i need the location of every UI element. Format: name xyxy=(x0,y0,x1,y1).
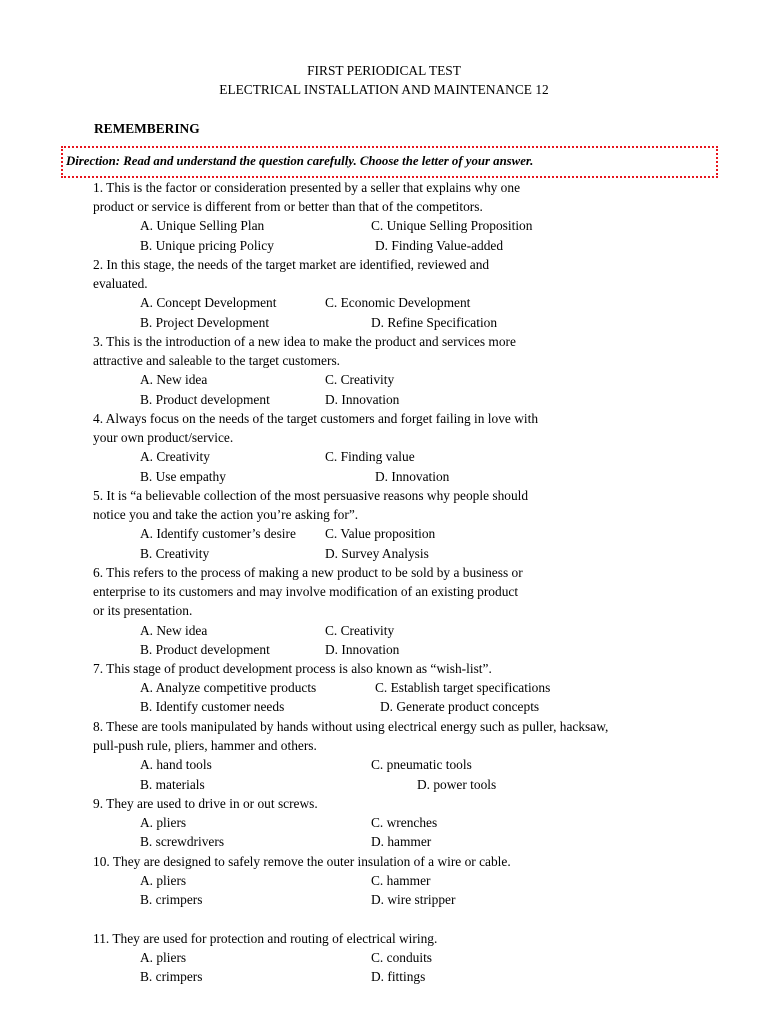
choice-d: D. hammer xyxy=(371,834,432,850)
question-text-line: 1. This is the factor or consideration presented by a seller that explains why one xyxy=(93,180,521,195)
question-text-line: 2. In this stage, the needs of the target market are identified, reviewed and xyxy=(93,257,490,272)
choice-c: C. hammer xyxy=(371,873,431,889)
choice-a: A. pliers xyxy=(140,815,187,831)
question-text-line: evaluated. xyxy=(93,276,148,292)
choice-b: B. Use empathy xyxy=(140,468,226,484)
question-text-line: 9. They are used to drive in or out screws. xyxy=(93,796,318,811)
question-text-line: 6. This refers to the process of making a new product to be sold by a business or xyxy=(93,565,523,580)
choice-c: C. Unique Selling Proposition xyxy=(371,218,533,234)
choice-d: D. wire stripper xyxy=(371,892,456,908)
question-text-line: or its presentation. xyxy=(93,603,193,619)
direction-text: Direction: Read and understand the question carefully. Choose the letter of your answer. xyxy=(66,154,534,168)
choice-c: C. Creativity xyxy=(325,622,395,638)
choice-a: A. Creativity xyxy=(140,449,210,465)
choice-b: B. materials xyxy=(140,776,205,792)
question-text-line: pull-push rule, pliers, hammer and others. xyxy=(93,738,317,754)
choice-d: D. Survey Analysis xyxy=(325,545,429,561)
choice-c: C. Establish target specifications xyxy=(375,680,551,696)
choice-d: D. Finding Value-added xyxy=(375,237,504,253)
choice-a: A. pliers xyxy=(140,950,187,966)
choice-a: A. Analyze competitive products xyxy=(140,680,317,696)
choice-d: D. Innovation xyxy=(325,391,400,407)
question-text-line: 5. It is “a believable collection of the most persuasive reasons why people should xyxy=(93,488,529,503)
test-title: FIRST PERIODICAL TEST xyxy=(307,63,461,78)
question-text-line: 7. This stage of product development process is also known as “wish-list”. xyxy=(93,661,492,676)
choice-c: C. pneumatic tools xyxy=(371,757,472,773)
question-text-line: enterprise to its customers and may involve modification of an existing product xyxy=(93,584,519,600)
choice-d: D. Refine Specification xyxy=(371,314,498,330)
choice-d: D. Generate product concepts xyxy=(380,699,540,715)
question-text-line: 11. They are used for protection and routing of electrical wiring. xyxy=(93,931,438,946)
question-text-line: 10. They are designed to safely remove the outer insulation of a wire or cable. xyxy=(93,854,511,869)
choice-c: C. wrenches xyxy=(371,815,438,831)
section-heading: REMEMBERING xyxy=(94,121,200,136)
choice-d: D. Innovation xyxy=(325,641,400,657)
choice-d: D. Innovation xyxy=(375,468,450,484)
question-text-line: 4. Always focus on the needs of the target customers and forget failing in love with xyxy=(93,411,539,426)
choice-a: A. hand tools xyxy=(140,757,212,773)
question-text-line: your own product/service. xyxy=(93,430,234,446)
choice-a: A. New idea xyxy=(140,622,208,638)
choice-b: B. Identify customer needs xyxy=(140,699,285,715)
choice-d: D. power tools xyxy=(417,776,497,792)
choice-b: B. Project Development xyxy=(140,314,270,330)
choice-a: A. Unique Selling Plan xyxy=(140,218,265,234)
question-text-line: product or service is different from or better than that of the competitors. xyxy=(93,199,483,215)
choice-c: C. Creativity xyxy=(325,372,395,388)
choice-a: A. pliers xyxy=(140,873,187,889)
question-text-line: 3. This is the introduction of a new idea to make the product and services more xyxy=(93,334,516,349)
choice-c: C. conduits xyxy=(371,950,433,966)
question-text-line: notice you and take the action you’re asking for”. xyxy=(93,507,359,523)
question-text-line: 8. These are tools manipulated by hands without using electrical energy such as puller, hacksaw, xyxy=(93,719,609,734)
choice-b: B. screwdrivers xyxy=(140,834,225,850)
choice-c: C. Economic Development xyxy=(325,295,471,311)
choice-c: C. Value proposition xyxy=(325,526,436,542)
choice-a: A. Identify customer’s desire xyxy=(140,526,296,542)
choice-b: B. Unique pricing Policy xyxy=(140,237,274,253)
question-text-line: attractive and saleable to the target customers. xyxy=(93,353,341,369)
choice-d: D. fittings xyxy=(371,969,426,985)
choice-a: A. New idea xyxy=(140,372,208,388)
choice-b: B. crimpers xyxy=(140,969,203,985)
subject-title: ELECTRICAL INSTALLATION AND MAINTENANCE 12 xyxy=(219,82,549,97)
choice-b: B. Product development xyxy=(140,641,270,657)
choice-a: A. Concept Development xyxy=(140,295,277,311)
choice-b: B. Creativity xyxy=(140,545,210,561)
direction-box xyxy=(61,146,718,178)
choice-c: C. Finding value xyxy=(325,449,415,465)
choice-b: B. Product development xyxy=(140,391,270,407)
choice-b: B. crimpers xyxy=(140,892,203,908)
